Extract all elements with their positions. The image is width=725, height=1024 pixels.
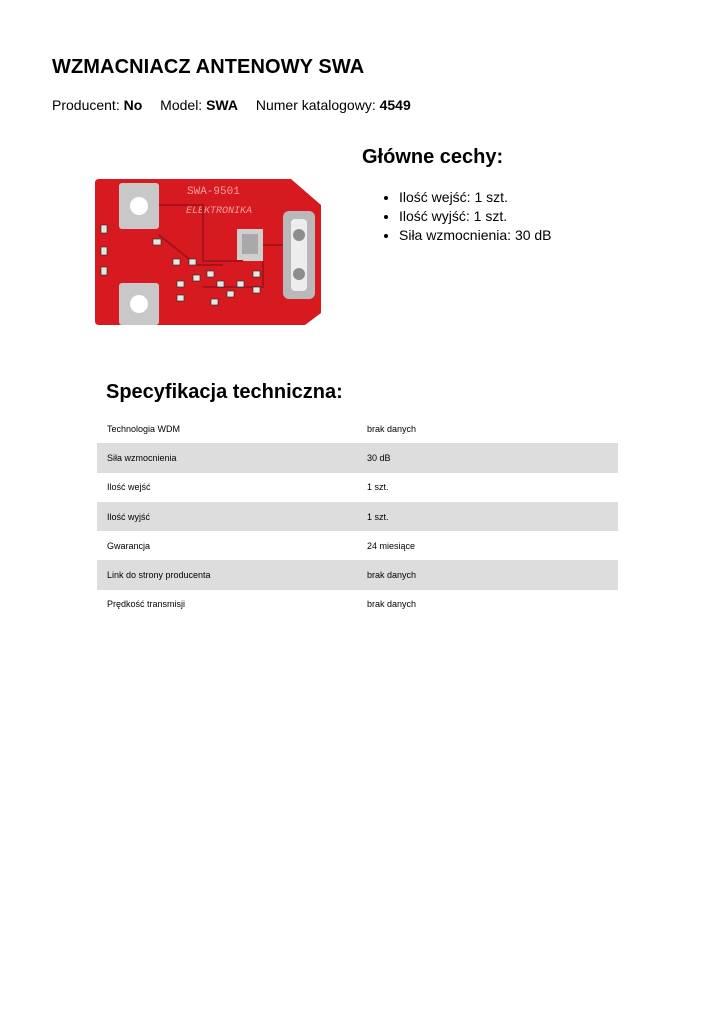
model-label: Model:: [160, 97, 203, 113]
product-meta: [52, 97, 425, 113]
spec-value: 1 szt.: [357, 502, 618, 531]
spec-key: Link do strony producenta: [97, 560, 357, 589]
spec-key: Prędkość transmisji: [107, 599, 186, 610]
catalog-info: [256, 97, 411, 113]
spec-key: Gwarancja: [107, 540, 151, 551]
spec-key: Ilość wejść: [107, 482, 151, 493]
producer-info: [52, 97, 142, 113]
producer-label: Producent:: [52, 97, 120, 113]
spec-value: brak danych: [357, 560, 618, 589]
model-value: SWA: [206, 97, 238, 113]
catalog-value: 4549: [379, 97, 411, 113]
product-image: [93, 175, 327, 328]
table-row: [97, 560, 618, 589]
board-label: SWA-9501: [187, 186, 240, 198]
spec-value: 30 dB: [357, 443, 618, 472]
catalog-label: Numer katalogowy:: [255, 97, 376, 113]
spec-value: brak danych: [367, 599, 417, 610]
table-row: [97, 473, 618, 502]
spec-value: brak danych: [367, 423, 417, 434]
spec-key: Technologia WDM: [107, 423, 181, 434]
table-row: [97, 443, 618, 472]
spec-key: Siła wzmocnienia: [97, 443, 357, 472]
table-row: [97, 414, 618, 443]
page-title: WZMACNIACZ ANTENOWY SWA: [52, 56, 365, 78]
features-list: [381, 188, 552, 245]
board-label: ELEKTRONIKA: [186, 206, 253, 217]
producer-value: No: [123, 97, 143, 113]
table-row: [97, 502, 618, 531]
features-title: Główne cechy:: [362, 146, 504, 168]
spec-title: Specyfikacja techniczna:: [106, 381, 343, 403]
spec-table: [97, 414, 618, 619]
feature-item: • Siła wzmocnienia: 30 dB: [399, 226, 552, 245]
spec-key: Ilość wyjść: [97, 502, 357, 531]
table-row: [97, 590, 618, 619]
feature-item: • Ilość wejść: 1 szt.: [399, 188, 552, 207]
model-info: [160, 97, 238, 113]
table-row: [97, 531, 618, 560]
spec-value: 24 miesiące: [367, 540, 416, 551]
feature-item: • Ilość wyjść: 1 szt.: [399, 207, 552, 226]
spec-value: 1 szt.: [367, 482, 389, 493]
